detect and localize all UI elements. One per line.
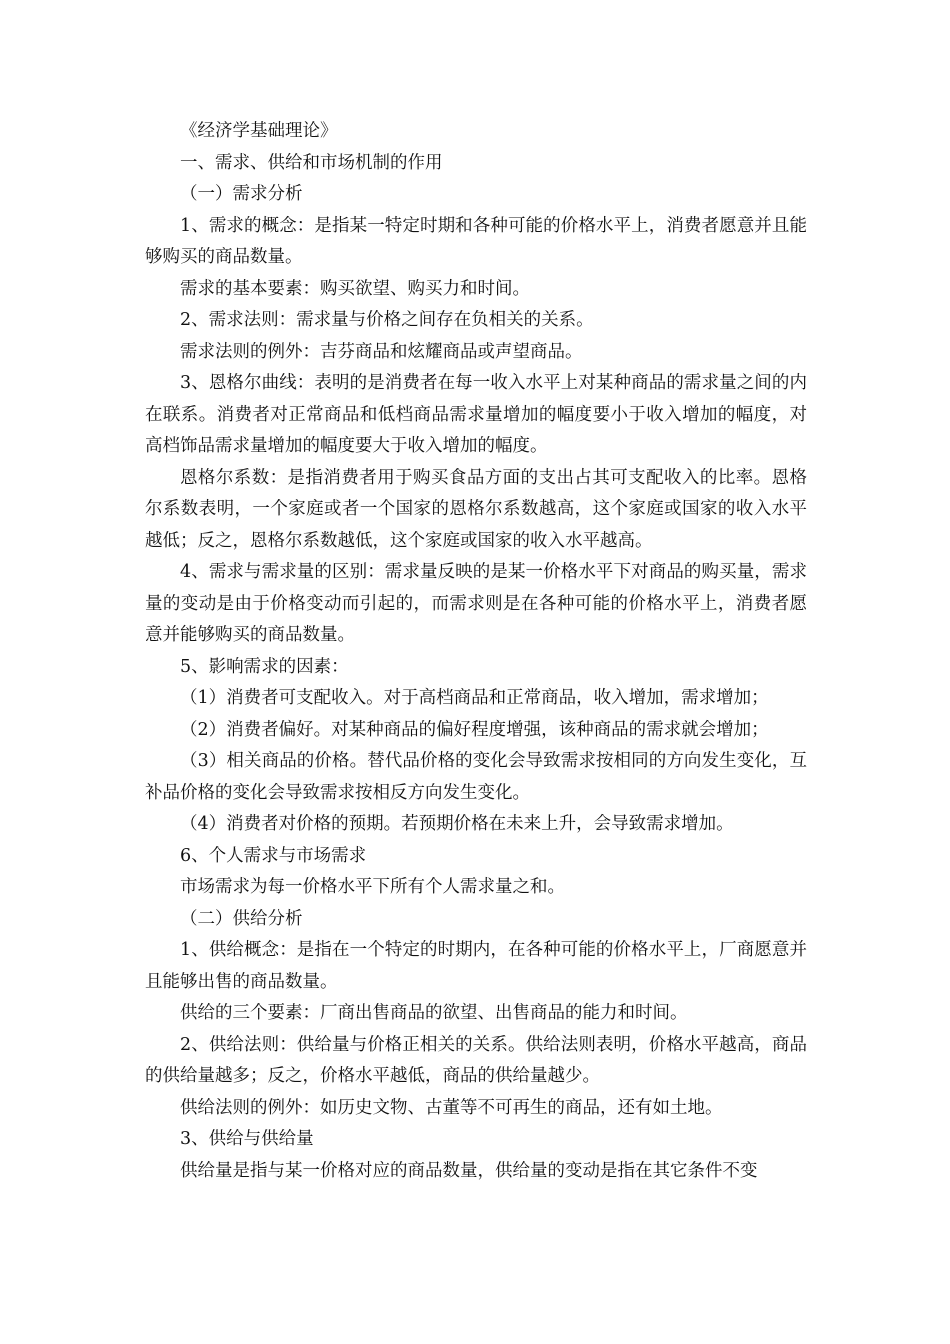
paragraph: 恩格尔系数：是指消费者用于购买食品方面的支出占其可支配收入的比率。恩格尔系数表明，一个家庭或者一个国家的恩格尔系数越高，这个家庭或国家的收入水平越低；反之，恩格尔系数越低，这个家庭或国家的收入水平越高。 [145, 467, 807, 551]
paragraph: 1、供给概念：是指在一个特定的时期内，在各种可能的价格水平上，厂商愿意并且能够出售的商品数量。 [145, 940, 807, 992]
paragraph: 供给法则的例外：如历史文物、古董等不可再生的商品，还有如土地。 [180, 1097, 723, 1118]
subsection-heading-supply: （二）供给分析 [180, 908, 303, 929]
list-item: （1）消费者可支配收入。对于高档商品和正常商品，收入增加，需求增加； [180, 688, 769, 708]
list-item: （4）消费者对价格的预期。若预期价格在未来上升，会导致需求增加。 [180, 814, 734, 834]
paragraph: 1、需求的概念：是指某一特定时期和各种可能的价格水平上，消费者愿意并且能够购买的商品数量。 [145, 215, 807, 267]
paragraph: 6、个人需求与市场需求 [180, 845, 367, 866]
paragraph: 3、恩格尔曲线：表明的是消费者在每一收入水平上对某种商品的需求量之间的内在联系。消费者对正常商品和低档商品需求量增加的幅度要小于收入增加的幅度，对高档饰品需求量增加的幅度要大于收入增加的幅度。 [145, 373, 807, 456]
paragraph: 2、需求法则：需求量与价格之间存在负相关的关系。 [180, 310, 594, 330]
subsection-heading-demand: （一）需求分析 [180, 184, 303, 204]
list-item: （3）相关商品的价格。替代品价格的变化会导致需求按相同的方向发生变化，互补品价格的变化会导致需求按相反方向发生变化。 [145, 751, 807, 803]
paragraph: 2、供给法则：供给量与价格正相关的关系。供给法则表明，价格水平越高，商品的供给量越多；反之，价格水平越低，商品的供给量越少。 [145, 1034, 807, 1086]
paragraph: 供给的三个要素：厂商出售商品的欲望、出售商品的能力和时间。 [180, 1003, 688, 1023]
paragraph: 需求法则的例外：吉芬商品和炫耀商品或声望商品。 [180, 341, 583, 362]
document-page [145, 116, 807, 1187]
paragraph: 4、需求与需求量的区别：需求量反映的是某一价格水平下对商品的购买量，需求量的变动是由于价格变动而引起的，而需求则是在各种可能的价格水平上，消费者愿意并能够购买的商品数量。 [145, 562, 807, 645]
section-heading-1: 一、需求、供给和市场机制的作用 [180, 152, 443, 173]
book-title: 《经济学基础理论》 [180, 121, 338, 141]
paragraph: 供给量是指与某一价格对应的商品数量，供给量的变动是指在其它条件不变 [180, 1160, 758, 1181]
paragraph: 3、供给与供给量 [180, 1129, 314, 1149]
paragraph: 需求的基本要素：购买欲望、购买力和时间。 [180, 278, 530, 299]
paragraph: 市场需求为每一价格水平下所有个人需求量之和。 [180, 877, 565, 897]
list-item: （2）消费者偏好。对某种商品的偏好程度增强，该种商品的需求就会增加； [180, 719, 769, 740]
paragraph: 5、影响需求的因素： [180, 656, 349, 677]
